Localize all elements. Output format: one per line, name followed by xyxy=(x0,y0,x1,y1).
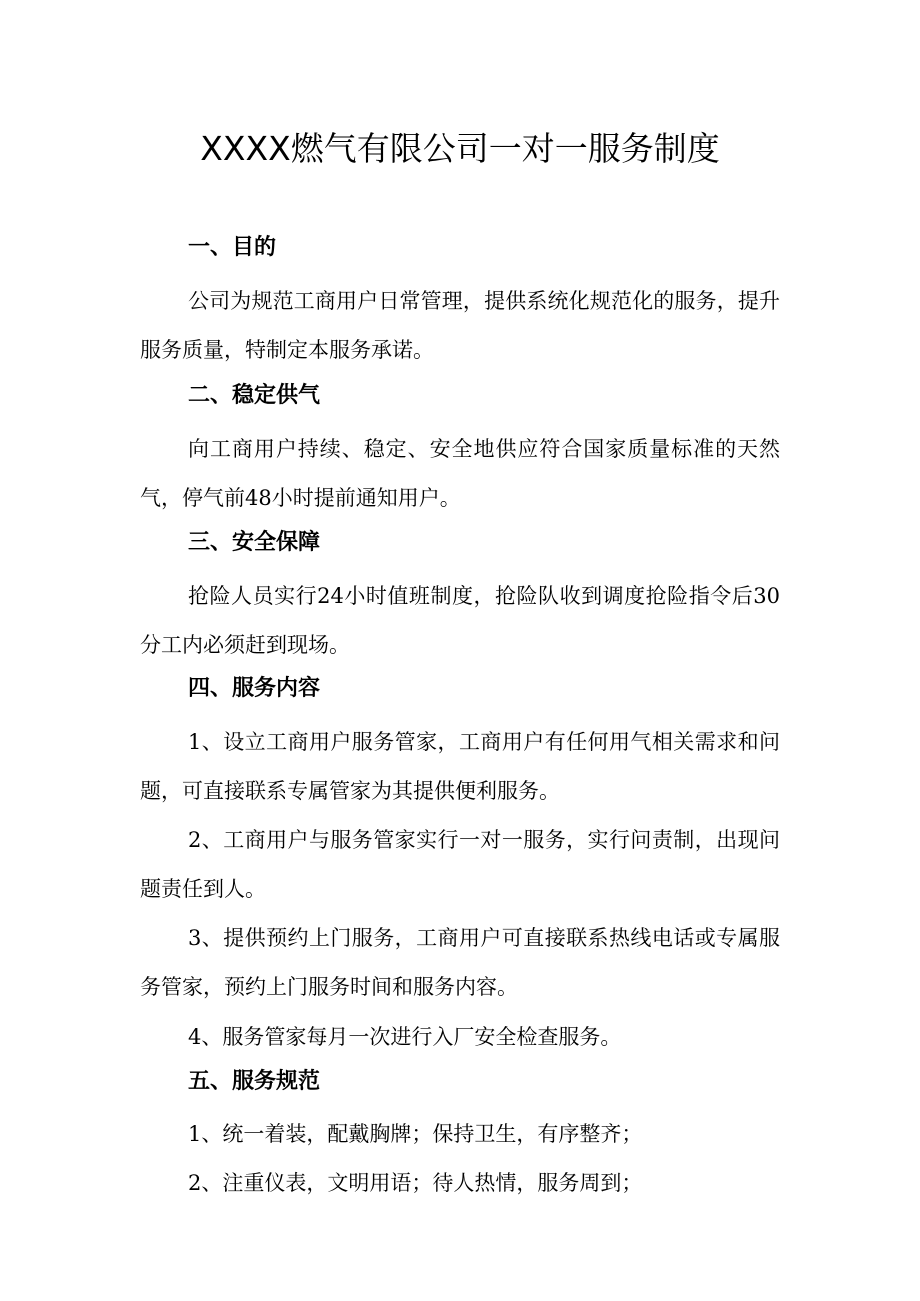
section-heading-safety: 三、安全保障 xyxy=(188,530,321,555)
section-paragraph: 3、提供预约上门服务，工商用户可直接联系热线电话或专属服务管家，预约上门服务时间和服务内容。 xyxy=(140,926,780,999)
section-heading-purpose: 一、目的 xyxy=(188,235,277,260)
section-paragraph: 公司为规范工商用户日常管理，提供系统化规范化的服务，提升服务质量，特制定本服务承诺。 xyxy=(140,289,780,362)
section-paragraph: 向工商用户持续、稳定、安全地供应符合国家质量标准的天然气，停气前48小时提前通知用户。 xyxy=(140,437,780,510)
section-paragraph: 4、服务管家每月一次进行入厂安全检查服务。 xyxy=(188,1025,622,1049)
section-paragraph: 2、工商用户与服务管家实行一对一服务，实行问责制，出现问题责任到人。 xyxy=(140,828,780,901)
section-paragraph: 2、注重仪表，文明用语；待人热情，服务周到； xyxy=(188,1171,643,1195)
section-heading-service-content: 四、服务内容 xyxy=(188,676,321,701)
section-paragraph: 抢险人员实行24小时值班制度，抢险队收到调度抢险指令后30分工内必须赶到现场。 xyxy=(140,584,780,657)
document-title: XXXX燃气有限公司一对一服务制度 xyxy=(200,129,720,168)
section-paragraph: 1、统一着装，配戴胸牌；保持卫生，有序整齐； xyxy=(188,1122,643,1146)
section-paragraph: 1、设立工商用户服务管家，工商用户有任何用气相关需求和问题，可直接联系专属管家为其提供便利服务。 xyxy=(140,730,780,803)
section-heading-service-standards: 五、服务规范 xyxy=(188,1069,321,1094)
section-heading-stable-supply: 二、稳定供气 xyxy=(188,383,321,408)
